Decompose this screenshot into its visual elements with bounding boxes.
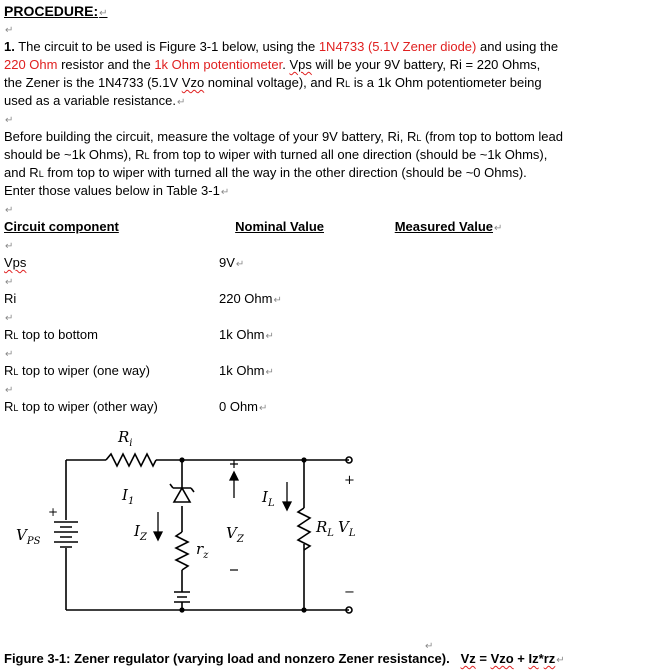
label-vps: $V_{PS}$: [16, 526, 41, 547]
para2-line3: and RL from top to wiper with turned all the way in the other direction (should be ~0 Ohms).: [4, 165, 527, 180]
table-row-component: Vps: [4, 255, 27, 270]
empty-paragraph: ↵: [5, 313, 14, 324]
empty-paragraph: ↵: [425, 641, 434, 652]
rl-resistor: [298, 508, 310, 550]
label-battery-plus: +: [48, 505, 59, 519]
step1-line1: 1. The circuit to be used is Figure 3-1 below, using the 1N4733 (5.1V Zener diode) and using the: [4, 39, 559, 54]
label-ri: $R_i$: [118, 428, 133, 449]
table-header-component: Circuit component: [4, 219, 119, 234]
table-row-nominal: 1k Ohm↵: [219, 363, 274, 378]
para2-line2: should be ~1k Ohms), RL from top to wiper with turned all one direction (should be ~1k Ohms),: [4, 147, 548, 162]
step1-line2: 220 Ohm resistor and the 1k Ohm potentiometer. Vps will be your 9V battery, Ri = 220 Ohms,: [4, 57, 541, 72]
table-row-component: RL top to wiper (other way): [4, 399, 158, 414]
label-rz: $r_z$: [196, 540, 209, 561]
table-header-nominal: Nominal Value: [235, 219, 324, 234]
step1-line4: used as a variable resistance.↵: [4, 93, 186, 108]
zener-regulator-circuit: [4, 420, 404, 630]
table-row-nominal: 0 Ohm↵: [219, 399, 268, 414]
table-row-nominal: 9V↵: [219, 255, 245, 270]
label-vz: $V_Z$: [226, 524, 244, 545]
para2-line4: Enter those values below in Table 3-1↵: [4, 183, 230, 198]
label-rl: $R_L$: [316, 518, 334, 539]
table-header-measured-wrap: Measured Value↵: [324, 218, 502, 237]
empty-paragraph: ↵: [5, 25, 14, 36]
procedure-heading: PROCEDURE:↵: [4, 3, 108, 19]
rz-resistor: [176, 532, 188, 570]
figure-caption: Figure 3-1: Zener regulator (varying load and nonzero Zener resistance). Vz = Vzo + Iz*rz↵: [4, 651, 565, 666]
battery-plates: [54, 522, 78, 547]
label-vl: $V_L$: [338, 518, 356, 539]
table-row-component: Ri: [4, 291, 17, 306]
zener-diode-symbol: [170, 484, 194, 502]
empty-paragraph: ↵: [5, 277, 14, 288]
empty-paragraph: ↵: [5, 115, 14, 126]
step1-line3: the Zener is the 1N4733 (5.1V Vzo nominal voltage), and RL is a 1k Ohm potentiometer being: [4, 75, 542, 90]
label-iz: $I_Z$: [134, 522, 147, 543]
label-output-plus: +: [344, 473, 355, 488]
empty-paragraph: ↵: [5, 349, 14, 360]
label-i1: $I_1$: [122, 486, 135, 507]
empty-paragraph: ↵: [5, 241, 14, 252]
table-row-nominal: 1k Ohm↵: [219, 327, 274, 342]
table-row-component: RL top to bottom: [4, 327, 98, 342]
table-row-nominal: 220 Ohm↵: [219, 291, 282, 306]
label-output-minus: −: [344, 585, 355, 600]
table-row-component: RL top to wiper (one way): [4, 363, 150, 378]
para2-line1: Before building the circuit, measure the voltage of your 9V battery, Ri, RL (from top to bottom lead: [4, 129, 563, 144]
ri-resistor: [106, 454, 156, 466]
table-header-measured: Measured Value: [394, 219, 493, 234]
label-il: $I_L$: [262, 488, 275, 509]
empty-paragraph: ↵: [5, 385, 14, 396]
empty-paragraph: ↵: [5, 205, 14, 216]
